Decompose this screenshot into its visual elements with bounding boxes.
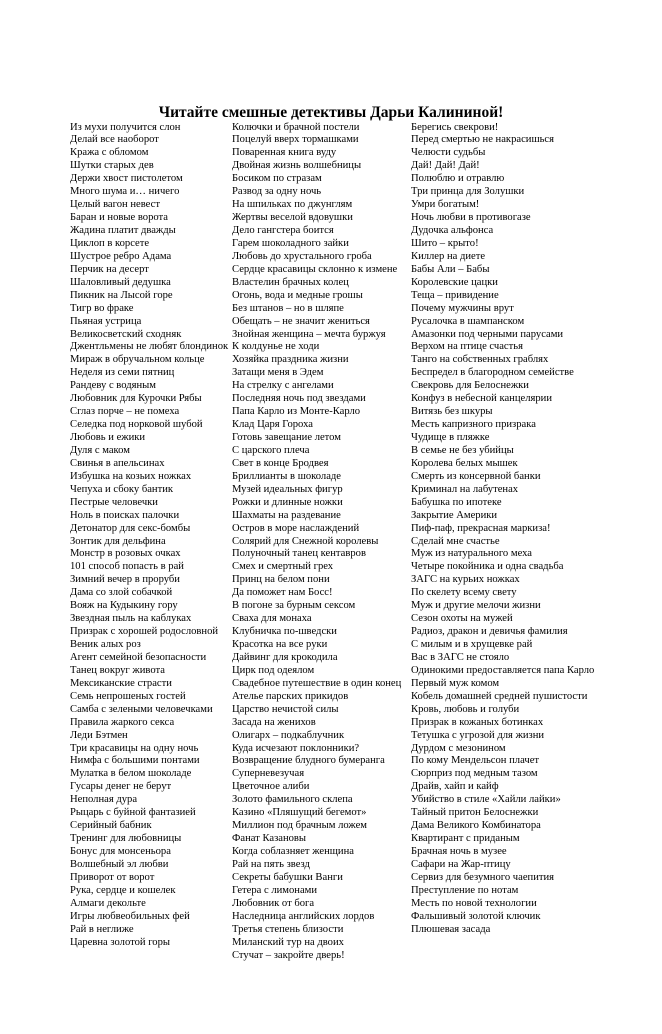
book-title: Кровь, любовь и голуби [411,703,520,715]
book-title: Готовь завещание летом [232,432,341,443]
book-title: Солярий для Снежной королевы [232,535,379,547]
book-title: По скелету всему свету [411,587,517,599]
book-title: Хозяйка праздника жизни [232,354,349,366]
book-title: Полюблю и отравлю [411,173,505,185]
book-title: Радиоз, дракон и девичья фамилия [411,626,568,638]
book-title: Дама со злой собачкой [70,587,173,599]
book-title: Умри богатым! [411,199,480,211]
book-title: Царевна золотой горы [70,936,170,948]
book-title: Да поможет нам Босс! [232,587,333,599]
book-title: Зонтик для дельфина [70,535,166,547]
book-title: Ательe парских прикидов [232,690,349,702]
book-title: Дело гангстера боится [232,225,334,236]
book-title: Дай! Дай! Дай! [411,160,480,172]
book-title: Держи хвост пистолетом [70,173,183,185]
book-title: Брачная ночь в музее [411,846,507,857]
book-title: Властелин брачных колец [232,276,349,288]
book-title: Леди Бэтмен [70,729,128,741]
book-title: Последняя ночь под звездами [232,393,366,405]
book-title: Рука, сердце и кошелек [70,884,176,896]
book-title: Танго на собственных граблях [411,354,549,366]
book-title: Перед смертью не накрасишься [411,134,555,146]
book-title: Колючки и брачной постели [232,121,360,133]
book-title: Королевские цацки [411,276,498,288]
book-title: Папа Карло из Монте-Карло [232,406,361,418]
book-title: Клад Царя Гороха [232,419,313,431]
book-title: Четыре покойника и одна свадьба [411,561,564,573]
book-title: Челюсти судьбы [411,147,486,159]
book-title: Первый муж комом [411,677,500,689]
book-title: Танец вокруг живота [70,664,165,676]
book-title: Пьяная устрица [70,315,142,327]
book-title: Свекровь для Белоснежки [411,380,529,392]
book-title: Преступление по нотам [411,884,519,896]
book-title: Перчик на десерт [70,263,149,275]
book-title: Обещать – не значит жениться [232,315,370,327]
titles-column-3 [411,122,611,937]
book-title: Рыцарь с буйной фантазией [70,807,196,819]
book-title: Мулатка в белом шоколаде [70,768,192,780]
book-title: Ночь любви в противогазе [411,212,531,224]
book-title: Шутки старых дев [70,160,154,172]
book-title: Стучат – закройте дверь! [232,949,345,961]
book-title: Рай в неглиже [70,923,134,935]
book-title: Чудище в пляжке [411,432,490,443]
book-title: Рай на пять звезд [232,858,310,870]
book-title: Конфуз в небесной канцелярии [411,393,552,405]
book-title: Неполная дура [70,794,138,806]
book-title: Смерть из консервной банки [411,470,541,482]
book-title: Суперневезучая [232,768,305,780]
book-title: Семь непрошеных гостей [70,690,186,702]
book-title: Наследница английских лордов [232,910,375,922]
book-title: Босиком по стразам [232,173,322,185]
book-title: Пикник на Лысой горе [70,289,173,301]
book-title: Шахматы на раздевание [232,509,341,521]
book-title: Целый вагон невест [70,199,160,211]
book-title: Фальшивый золотой ключик [411,910,541,922]
book-title: Призрак в кожаных ботинках [411,716,544,728]
book-title: Кража с обломом [70,147,149,159]
book-title: Берегись свекрови! [411,121,499,133]
book-title: Тигр во фраке [70,302,134,314]
book-title: Любовник от бога [232,897,315,909]
book-title: Мексиканские страсти [70,677,172,689]
book-title: Шаловливый дедушка [70,276,171,288]
book-title: Селедка под норковой шубой [70,419,203,431]
book-title: Вас в ЗАГС не стояло [411,651,510,663]
book-title: Гусары денег не берут [70,781,172,793]
book-title: Царство нечистой силы [232,703,339,715]
book-title: Свет в конце Бродвея [232,457,329,469]
book-title: Чепуха и сбоку бантик [70,483,174,495]
book-title: На шпильках по джунглям [232,199,353,211]
book-title: Вояж на Кудыкину гору [70,600,178,612]
book-title: Свадебное путешествие в один конец [232,677,402,689]
book-title: Сезон охоты на мужей [411,613,513,625]
book-title: Полуночный танец кентавров [232,548,366,560]
book-title: Кобель домашней средней пушистости [411,690,588,702]
book-title: Дуля с маком [70,444,130,456]
book-title: Муж и другие мелочи жизни [411,600,541,612]
book-title: Русалочка в шампанском [411,315,525,327]
book-title: Фанат Казановы [232,833,307,845]
book-title: Игры любвеобильных фей [70,910,190,922]
book-title: Жадина платит дважды [70,225,176,236]
book-title: Секреты бабушки Ванги [232,871,343,883]
book-title: Монстр в розовых очках [70,548,181,560]
book-title: В семье не без убийцы [411,444,514,456]
book-title: С милым и в хрущевке рай [411,639,533,650]
book-title: Затащи меня в Эдем [232,367,324,379]
book-title: Золото фамильного склепа [232,794,353,806]
book-title: Красотка на все руки [232,639,328,650]
book-title: Огонь, вода и медные грошы [232,289,363,301]
page-title: Читайте смешные детективы Дарьи Калининой! [158,104,504,121]
book-title: Ноль в поисках палочки [70,509,180,521]
book-title: Тетушка с угрозой для жизни [411,729,545,741]
book-title: Месть по новой технологии [411,897,537,909]
book-title: ЗАГС на курьих ножках [411,574,520,586]
book-title: Из мухи получится слон [70,121,181,133]
book-title: Свинья в апельсинах [70,457,165,469]
book-title: Алмаги декольте [70,897,146,909]
book-title: Самба с зелеными человечками [70,703,213,715]
book-title: Одинокими предоставляется папа Карло [411,664,595,676]
book-title: Киллер на диете [411,250,486,262]
book-title: Любовник для Курочки Рябы [70,393,202,405]
book-title: Любовь и ежики [70,432,146,443]
book-title: Делай все наоборот [70,134,159,146]
book-title: Сделай мне счастье [411,535,500,547]
book-title: Месть капризного призрака [411,419,536,431]
book-title: По кому Мендельсон плачет [411,755,540,767]
book-title: Тайный притон Белоснежки [411,807,539,819]
book-title: Драйв, хайп и кайф [411,781,499,793]
book-title: Жертвы веселой вдовушки [232,212,353,224]
book-title: Клубничка по-шведски [232,626,337,638]
book-title: Музей идеальных фигур [232,483,343,495]
book-title: Плюшевая засада [411,923,491,935]
book-title: Избушка на козьих ножках [70,470,192,482]
book-title: Поцелуй вверх тормашками [232,134,359,146]
book-title: Третья степень близости [232,923,344,935]
book-title: На стрелку с ангелами [232,380,334,392]
book-title: Призрак с хорошей родословной [70,626,219,638]
book-title: Веник алых роз [70,639,141,650]
book-title: Бабы Али – Бабы [411,263,490,275]
book-title: Сваха для монаха [232,613,312,625]
book-title: Цирк под одеялом [232,664,315,676]
book-title: Убийство в стиле «Хайли лайки» [411,794,561,806]
book-title: Великосветский сходняк [70,328,182,340]
book-title: Без штанов – но в шляпе [232,302,344,314]
book-title: Возвращение блудного бумеранга [232,755,385,767]
book-title: Теща – привидение [411,289,499,301]
book-title: Пиф-паф, прекрасная маркиза! [411,522,551,534]
book-title: Дайвинг для крокодила [232,651,338,663]
book-title: Миланский тур на двоих [232,936,344,948]
book-title: Квартирант с приданым [411,833,520,845]
book-title: Когда соблазняет женщина [232,846,354,857]
book-title: 101 способ попасть в рай [70,561,184,573]
book-title: Витязь без шкуры [411,406,493,418]
book-title: Знойная женщина – мечта буржуя [232,328,386,340]
book-title: Пестрые человечки [70,496,158,508]
book-title: Нимфа с большими понтами [70,755,200,767]
book-title: Двойная жизнь волшебницы [232,160,362,172]
book-title: Принц на белом пони [232,574,330,586]
book-title: Джентльмены не любят блондинок [70,341,229,353]
book-title: Смех и смертный грех [232,561,334,573]
book-title: Шустрое ребро Адама [70,250,172,262]
book-title: Звездная пыль на каблуках [70,613,192,625]
titles-column-1 [70,122,230,950]
book-title: Неделя из семи пятниц [70,367,175,379]
book-title: Амазонки под черными парусами [411,328,564,340]
book-title: Зимний вечер в проруби [70,574,180,586]
book-title: Дурдом с мезонином [411,742,506,754]
book-title: Рандеву с водяным [70,380,156,392]
book-title: В погоне за бурным сексом [232,600,356,612]
book-title: Агент семейной безопасности [70,651,207,663]
book-title: Мираж в обручальном кольце [70,354,205,366]
book-title: Шито – крыто! [411,237,479,249]
titles-column-2 [232,122,410,963]
book-title: С царского плеча [232,444,310,456]
book-title: Беспредел в благородном семействе [411,367,574,379]
book-title: Детонатор для секс-бомбы [70,522,191,534]
book-title: К колдунье не ходи [232,341,320,353]
book-title: Тренинг для любовницы [70,833,182,845]
book-title: Сглаз порче – не помеха [70,406,180,418]
book-title: Олигарх – подкаблучник [232,729,345,741]
book-title: Поваренная книга вуду [232,147,337,159]
book-title: Дудочка альфонса [411,225,494,236]
book-title: Развод за одну ночь [232,186,322,198]
book-title: Дама Великого Комбинатора [411,820,541,832]
book-title: Почему мужчины врут [411,302,514,314]
book-title: Сюрприз под медным тазом [411,768,538,780]
book-title: Миллион под брачным ложем [232,820,367,832]
book-title: Рожки и длинные ножки [232,496,343,508]
book-title: Три красавицы на одну ночь [70,742,199,754]
book-title: Казино «Пляшущий бегемот» [232,807,367,819]
book-title: Бабушка по ипотеке [411,496,502,508]
book-title: Сердце красавицы склонно к измене [232,263,398,275]
book-title: Верхом на птице счастья [411,341,523,353]
book-title: Цветочное алиби [232,781,310,793]
book-title: Правила жаркого секса [70,716,175,728]
book-title: Криминал на лабутенах [411,483,519,495]
book-title: Засада на женихов [232,716,316,728]
book-title: Много шума и… ничего [70,186,180,198]
book-title: Гетера с лимонами [232,884,318,896]
book-title: Остров в море наслаждений [232,522,360,534]
book-title: Приворот от ворот [70,871,155,883]
book-title: Бриллианты в шоколаде [232,470,342,482]
book-title: Сервиз для безумного чаепития [411,871,555,883]
book-title: Серийный бабник [70,820,152,832]
book-title: Баран и новые ворота [70,212,168,224]
book-title: Бонус для монсеньора [70,846,171,857]
book-title: Гарем шоколадного зайки [232,237,349,249]
book-title: Циклоп в корсете [70,237,150,249]
book-title: Три принца для Золушки [411,186,525,198]
book-title: Куда исчезают поклонники? [232,742,360,754]
book-title: Сафари на Жар-птицу [411,858,511,870]
book-title: Королева белых мышек [411,457,518,469]
book-title: Закрытие Америки [411,509,498,521]
book-title: Муж из натурального меха [411,548,532,560]
book-title: Любовь до хрустального гроба [232,250,372,262]
book-title: Волшебный эл любви [70,858,169,870]
